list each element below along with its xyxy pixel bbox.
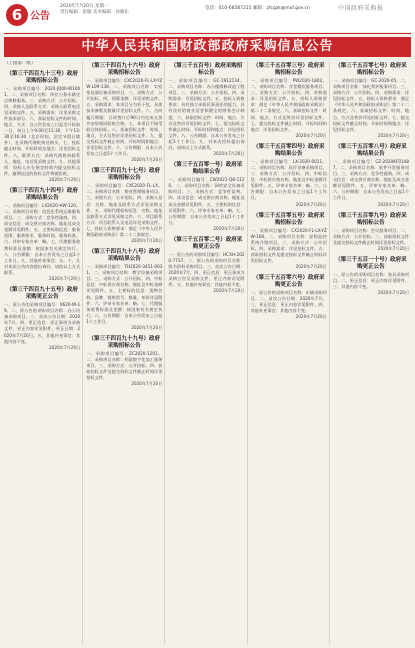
notice-title: （第三千五百零九号）政府采购招标公告 [335, 212, 407, 226]
notice-date: 2020年7月20日 [377, 201, 410, 207]
notice-columns [4, 61, 411, 644]
notice-date: 2020年7月20日 [377, 245, 410, 251]
header-rule [4, 33, 411, 34]
notice-item [168, 237, 244, 295]
notice-item [251, 275, 327, 320]
notice-date: 2020年7月20日 [131, 381, 163, 387]
page-title: 中华人民共和国财政部政府采购信息公告 [4, 37, 411, 57]
notice-date: 2020年7月20日 [295, 201, 327, 207]
notice-item [168, 63, 244, 157]
notice-title: （第三千五百零四号）政府采购结果公告 [252, 143, 325, 157]
notice-body: 一、采购项目编号：CW2021-Q8-1120。二、采购项目名称：网络安全设备采购项目。三、采购方式：竞争性谈判。四、成交信息：成交供应商名称、地址及成交金额详见附件。五、主要标的信息：详见附件。六、评审专家名单：略。七、公告期限：自本公告发布之日起1个工作日。 [168, 177, 245, 225]
notice-column [251, 61, 330, 644]
notice-date: 2020年7月20日 [295, 314, 327, 320]
header-meta [60, 4, 129, 16]
notice-item [333, 144, 409, 208]
notice-date: 2020年7月20日 [131, 238, 163, 244]
notice-item [86, 168, 162, 244]
section-name: 公告 [30, 11, 50, 22]
notice-column [333, 61, 411, 644]
notice-date: 2020年7月20日 [377, 290, 410, 296]
notice-body: 一、采购项目编号：CXC2020-FL-LX-YZW-L09-138。二、采购项目名称：实验室仪器设备采购项目。三、采购方式：公开招标。四、预算金额：详见采购文件。五、采购需求：本项目分为若干包，具体技术参数及数量详见招标文件。六、合同履行期限：合同签订后90日内完成交货并安装调试验收合格。七、本项目不接受联合体投标。八、获取招标文件：时间、地点、方式及售价详见招标文件。九、提交投标文件截止时间、开标时间和地点：详见招标文件。十、公告期限：自本公告发布之日起5个工作日。 [86, 78, 163, 157]
notice-date: 2020年7月20日 [295, 132, 327, 138]
notice-title: （第三千四百九十三号）政府采购招标公告 [6, 70, 78, 84]
notice-item [86, 249, 162, 331]
notice-title: （第三千四百九十四号）政府采购结果公告 [6, 187, 78, 201]
notice-date: 2020年7月20日 [48, 344, 81, 350]
notice-item [251, 213, 327, 271]
notice-item [333, 63, 409, 139]
page-number-badge: 6 [6, 4, 28, 26]
notice-item [86, 336, 162, 387]
notice-body: 一、原公告的采购项目名称：家具采购项目。二、更正信息：更正内容详见附件。三、其他内容不变。 [332, 271, 410, 289]
notice-column [86, 61, 165, 644]
column-lead: （上接第一版） [4, 61, 36, 66]
notice-date: 2020年7月20日 [213, 151, 245, 157]
page-header [0, 0, 415, 32]
notice-date: 2020年7月20日 [213, 288, 245, 294]
notice-body: 一、采购项目名称：会议服务项目。二、采购方式：公开招标。三、获取招标文件及提交投标文件截止时间详见招标文件。 [332, 227, 410, 245]
notice-body: 一、原公告的采购项目编号：0620-W-19。二、原公告的采购项目名称：办公设备采购项目。三、首次公告日期：2020年7月。四、更正信息：更正事项为采购文件，更正内容详见附件，更正日期：2020年7月20日。五、其他补充事宜：其他内容不变。 [4, 302, 81, 344]
notice-date: 2020年7月20日 [295, 264, 327, 270]
notice-date: 2020年7月20日 [48, 176, 81, 182]
notice-title: （第三千五百零三号）政府采购招标公告 [252, 63, 325, 76]
notice-item [251, 63, 327, 139]
notice-body: 一、采购项目编号：ZC2020-1201。二、采购项目名称：档案数字化加工服务项目。三、采购方式：公开招标。四、获取招标文件及提交投标文件截止时间详见招标文件。 [86, 351, 163, 381]
notice-date: 2020年7月20日 [131, 157, 163, 163]
notice-body: 一、采购项目编号：LX2020-HW-120。二、采购项目名称：信息化系统运维服务项目。三、采购方式：竞争性磋商。四、成交信息：成交供应商名称、地址及成交金额详见附件。五、主要标的信息：服务范围、服务要求、服务时间、服务标准。六、评审专家名单：略。七、代理服务收费标准及金额：按国家有关规定执行。八、公告期限：自本公告发布之日起1个工作日。九、其他补充事宜：无。十、凡对本次公告内容提出询问，请按以上方式联系。 [4, 202, 81, 275]
notice-title: （第三千五百零六号）政府采购更正公告 [252, 275, 325, 289]
notice-body: 一、原公告的采购项目编号：HCXH-2020-7737。二、原公告的采购项目名称：图书资料采购项目。三、首次公告日期：2020年7月。四、更正信息：更正事项为采购公告及采购文件，更正内容详见附件。五、其他补充事宜：其他内容不变。 [168, 251, 245, 288]
notice-body: 一、采购项目编号：GC-1912134。二、采购项目名称：办公楼维修改造工程项目。三、采购方式：公开招标。四、采购需求：详见招标文件。五、投标人资格要求：具有独立承担民事责任的能力，具有良好的商业信誉和健全的财务会计制度。六、获取招标文件：时间、地点、方式及售价详见招标文件。七、提交投标文件截止时间、开标时间和地点：详见招标文件。八、公告期限：自本公告发布之日起5个工作日。九、对本次招标提出询问，请按以上方式联系。 [168, 78, 245, 151]
masthead-logo: 中国政府采购报 [338, 5, 384, 12]
notice-column [4, 61, 83, 644]
notice-date: 2020年7月20日 [213, 225, 245, 231]
notice-item [333, 213, 409, 252]
notice-body: 一、采购项目编号：PW2020-1802。二、采购项目名称：食堂餐饮服务项目。三、采购方式：公开招标。四、采购需求：详见招标文件。五、投标人资格要求：满足《中华人民共和国政府采购法》第二十二条规定。六、获取招标文件：时间、地点、方式及售价详见招标文件。七、提交投标文件截止时间、开标时间和地点：详见招标文件。 [250, 78, 327, 132]
notice-body: 一、采购项目编号：2020-JQ00-W1001。二、采购项目名称：单位公务车辆定点维修服务。三、采购方式：公开招标。四、采购人及联系方式：采购人联系电话见采购文件。五、采购需求：详见采购文件技术部分。六、获取招标文件的时间、地点、方式：自公告发布之日起至开标前一日，每日上午9:00至11:30，下午13:30至16:30（北京时间，法定节假日除外），在采购代理机构处购买。七、投标截止时间、开标时间及地点：详见招标文件。八、联系方式：采购代理机构联系人、地址、电话见采购文件。九、其他事项：投标人应在规定时间内提交投标文件，逾期送达的投标文件将被拒收。 [4, 85, 81, 176]
notice-body: 一、原公告的采购项目名称：车辆采购项目。二、首次公告日期：2020年7月。三、更正信息：更正内容详见附件。四、其他补充事宜：其他内容不变。 [250, 290, 327, 314]
notice-body: 一、采购项目编号：TH2020-3451-0031。二、采购项目名称：教学设备采购项目。三、采购方式：公开招标。四、中标信息：中标供应商名称、地址及中标金额详见附件。五、主要标的信息：货物名称、品牌、规格型号、数量、单价详见附件。六、评审专家名单：略。七、代理服务收费标准及金额：按国家有关规定执行。八、公告期限：自本公告发布之日起1个工作日。 [86, 264, 163, 324]
notice-title: （第三千四百九十七号）政府采购招标公告 [88, 168, 161, 182]
notice-title: （第三千五百零一号）政府采购结果公告 [170, 162, 243, 176]
notice-body: 一、采购项目编号：CXC2020-FL-LX。二、采购项目名称：物业管理服务项目。三、采购方式：公开招标。四、采购人信息：名称、地址及联系方式详见采购文件。五、采购代理机构信息：名称、地址及联系方式详见采购文件。六、项目联系方式：项目联系人及电话详见采购文件。七、投标人资格要求：满足《中华人民共和国政府采购法》第二十二条规定。 [86, 183, 163, 237]
notice-item [86, 63, 162, 163]
notice-title: （第三千五百零五号）政府采购招标公告 [252, 212, 325, 226]
notice-body: 一、采购项目编号：CX2020-FL-LX-YZW-168。二、采购项目名称：安防监控系统升级项目。三、采购方式：公开招标。四、采购需求：详见招标文件。五、获取招标文件及提交投标文件截止时间详见招标文件。 [250, 227, 327, 263]
notice-column [168, 61, 247, 644]
notice-item [168, 162, 244, 232]
notice-title: （第三千五百零七号）政府采购招标公告 [335, 63, 407, 76]
notice-title: （第三千四百九十八号）政府采购结果公告 [88, 249, 161, 263]
notice-body: 一、采购项目编号：GC-2020-05。二、采购项目名称：绿化养护服务项目。三、采购方式：公开招标。四、采购需求：详见招标文件。五、投标人资格要求：满足《中华人民共和国政府采购法》第二十二条规定。六、获取招标文件：时间、地点、方式及售价详见招标文件。七、提交投标文件截止时间、开标时间和地点：详见招标文件。 [332, 78, 410, 132]
notice-item [4, 71, 80, 183]
issue-date: 2020年7月20日 星期一 [60, 4, 109, 9]
notice-title: （第三千四百九十九号）政府采购招标公告 [88, 336, 161, 349]
notice-title: （第三千五百一十号）政府采购更正公告 [335, 256, 407, 270]
notice-title: （第三千五百号）政府采购招标公告 [170, 63, 243, 76]
notice-date: 2020年7月20日 [48, 276, 81, 282]
notice-item [333, 257, 409, 296]
notice-title: （第三千五百零八号）政府采购结果公告 [335, 143, 407, 157]
notice-body: 一、采购项目编号：CZ-2020KF01487。二、采购项目名称：软件开发服务项目。三、采购方式：竞争性磋商。四、成交信息：成交供应商名称、地址及成交金额详见附件。五、评审专家名单：略。六、公告期限：自本公告发布之日起1个工作日。 [332, 158, 410, 201]
notice-item [4, 188, 80, 282]
notice-date: 2020年7月20日 [131, 325, 163, 330]
notice-date: 2020年7月20日 [377, 132, 410, 138]
notice-item [251, 144, 327, 208]
notice-body: 一、采购项目编号：LX-2020-0011。二、采购项目名称：医疗设备采购项目。三、采购方式：公开招标。四、中标信息：中标供应商名称、地址及中标金额详见附件。五、评审专家名单：略。六、公告期限：自本公告发布之日起1个工作日。 [250, 158, 327, 201]
notice-title: （第三千四百九十六号）政府采购招标公告 [88, 63, 161, 76]
notice-title: （第三千四百九十五号）政府采购更正公告 [6, 287, 78, 301]
notice-title: （第三千五百零二号）政府采购更正公告 [170, 236, 243, 250]
notice-item [4, 287, 80, 351]
contact-line: 电话：010-68587215 邮箱：zfcgzk@mof.gov.cn [205, 6, 310, 11]
editor-line: 责任编辑：张敏 美术编辑：孙晓东 [60, 10, 129, 15]
